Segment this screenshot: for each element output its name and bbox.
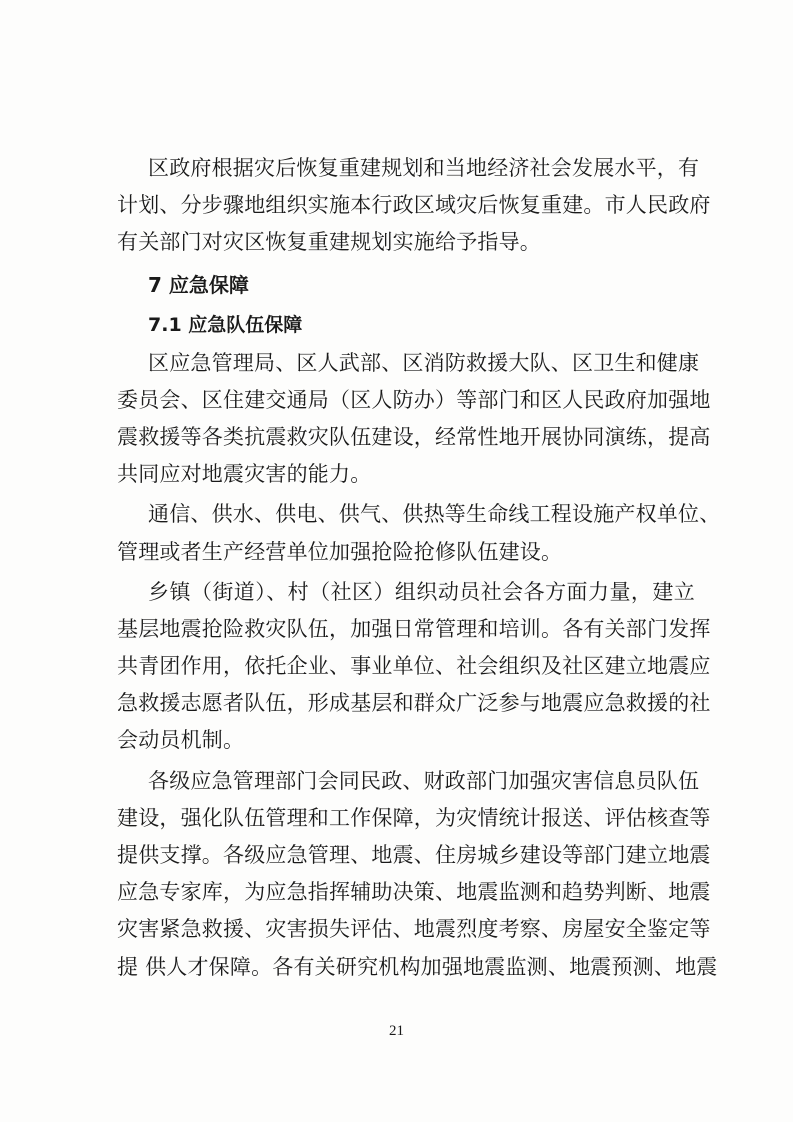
body-text (117, 150, 721, 989)
paragraph-recovery (117, 150, 711, 262)
text-line: 会动员机制。 (117, 728, 245, 753)
paragraph-lifeline (117, 496, 721, 570)
paragraph-rescue-teams (117, 345, 711, 494)
text-line: 区政府根据灾后恢复重建规划和当地经济社会发展水平，有 (148, 156, 700, 180)
subsection-heading: 7.1 应急队伍保障 (148, 313, 303, 336)
text-line: 委员会、区住建交通局（区人防办）等部门和区人民政府加强地 (117, 387, 711, 412)
text-line: 管理或者生产经营单位加强抢险抢修队伍建设。 (117, 539, 563, 564)
text-line: 通信、供水、供电、供气、供热等生命线工程设施产权单位、 (148, 502, 721, 527)
section-heading: 7 应急保障 (148, 272, 249, 297)
paragraph-experts (117, 763, 718, 986)
text-line: 应急专家库，为应急指挥辅助决策、地震监测和趋势判断、地震 (117, 880, 711, 905)
text-line: 计划、分步骤地组织实施本行政区域灾后恢复重建。市人民政府 (117, 193, 711, 218)
text-line: 各级应急管理部门会同民政、财政部门加强灾害信息员队伍 (148, 768, 700, 793)
text-line: 共青团作用，依托企业、事业单位、社会组织及社区建立地震应 (117, 654, 711, 679)
text-line: 提供支撑。各级应急管理、地震、住房城乡建设等部门建立地震 (117, 843, 711, 867)
text-line: 共同应对地震灾害的能力。 (117, 462, 372, 487)
text-line: 基层地震抢险救灾队伍，加强日常管理和培训。各有关部门发挥 (117, 616, 711, 641)
text-line: 震救援等各类抗震救灾队伍建设，经常性地开展协同演练，提高 (117, 424, 711, 449)
text-line: 灾害紧急救援、灾害损失评估、地震烈度考察、房屋安全鉴定等 (117, 917, 711, 942)
text-line: 提 供人才保障。各有关研究机构加强地震监测、地震预测、地震 (117, 954, 718, 979)
page-number: 21 (389, 1023, 404, 1039)
paragraph-grassroots (117, 574, 711, 760)
text-line: 急救援志愿者队伍，形成基层和群众广泛参与地震应急救援的社 (117, 691, 711, 716)
text-line: 乡镇（街道）、村（社区）组织动员社会各方面力量，建立 (148, 579, 695, 604)
text-line: 有关部门对灾区恢复重建规划实施给予指导。 (117, 230, 541, 255)
text-line: 区应急管理局、区人武部、区消防救援大队、区卫生和健康 (148, 350, 700, 375)
text-line: 建设，强化队伍管理和工作保障，为灾情统计报送、评估核查等 (117, 805, 711, 830)
